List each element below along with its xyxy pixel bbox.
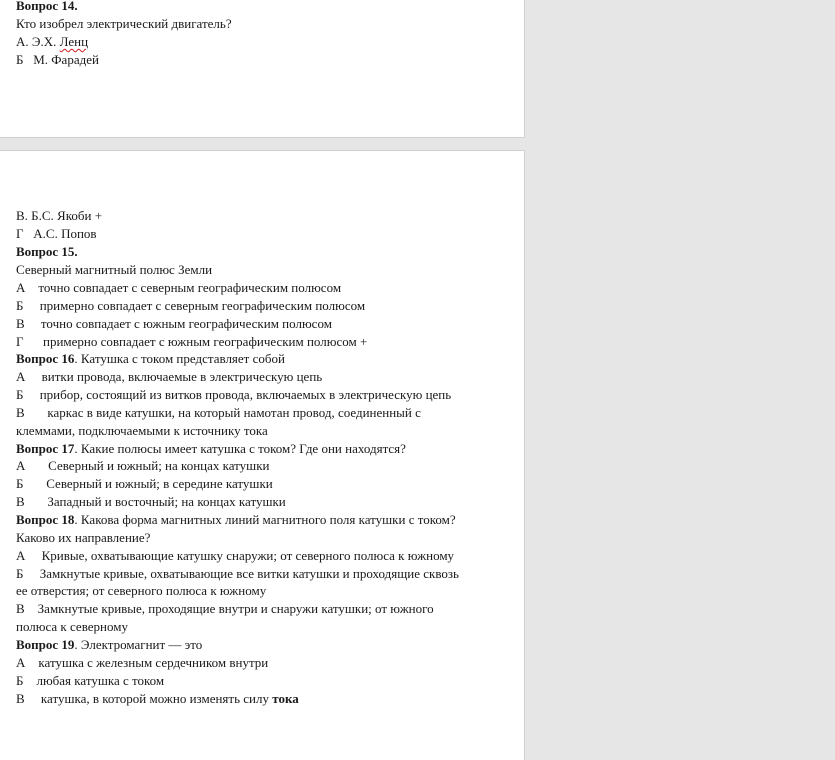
question-18 [16, 511, 456, 529]
answer-19-a: А катушка с железным сердечником внутри [16, 655, 269, 670]
answer-17-a: А Северный и южный; на концах катушки [16, 458, 270, 473]
answer-19-c-prefix: В катушка, в которой можно изменять силу [16, 691, 273, 706]
answer-15-d: Г примерно совпадает с южным географическим полюсом + [16, 334, 368, 349]
answer-18-b-line2: ее отверстия; от северного полюса к южному [16, 583, 267, 598]
answer-14-c: В. Б.С. Якоби + [16, 208, 103, 223]
question-17-text: . Какие полюсы имеет катушка с током? Где они находятся? [74, 441, 406, 456]
answer-14-a [16, 33, 88, 51]
answer-17-c: В Западный и восточный; на концах катушки [16, 494, 286, 509]
question-16-text: . Катушка с током представляет собой [74, 351, 285, 366]
answer-19-c-bold: тока [272, 691, 299, 706]
answer-15-c: В точно совпадает с южным географическим полюсом [16, 316, 332, 331]
question-17-title: Вопрос 17 [16, 441, 75, 456]
answer-18-c-line2: полюса к северному [16, 619, 128, 634]
answer-19-c [16, 690, 299, 708]
question-17 [16, 440, 406, 458]
document-page-1 [0, 0, 525, 138]
answer-16-b: Б прибор, состоящий из витков провода, включаемых в электрическую цепь [16, 387, 452, 402]
document-page-2 [0, 150, 525, 760]
question-14-text: Кто изобрел электрический двигатель? [16, 16, 232, 31]
answer-15-a: А точно совпадает с северным географическим полюсом [16, 280, 342, 295]
question-18-title: Вопрос 18 [16, 512, 75, 527]
answer-18-a: А Кривые, охватывающие катушку снаружи; от северного полюса к южному [16, 548, 455, 563]
question-15-title: Вопрос 15. [16, 244, 78, 259]
answer-14-a-word: Ленц [59, 34, 89, 49]
question-16 [16, 350, 285, 368]
question-19 [16, 636, 202, 654]
answer-15-b: Б примерно совпадает с северным географическим полюсом [16, 298, 366, 313]
answer-16-a: А витки провода, включаемые в электрическую цепь [16, 369, 323, 384]
answer-16-c-line2: клеммами, подключаемыми к источнику тока [16, 423, 268, 438]
answer-18-c-line1: В Замкнутые кривые, проходящие внутри и снаружи катушки; от южного [16, 601, 434, 616]
question-16-title: Вопрос 16 [16, 351, 75, 366]
answer-17-b: Б Северный и южный; в середине катушки [16, 476, 273, 491]
answer-16-c-line1: В каркас в виде катушки, на который намотан провод, соединенный с [16, 405, 421, 420]
answer-14-a-prefix: А. Э.Х. [16, 34, 60, 49]
question-18-text-line1: . Какова форма магнитных линий магнитного поля катушки с током? [74, 512, 456, 527]
question-14-title: Вопрос 14. [16, 0, 78, 13]
question-18-text-line2: Каково их направление? [16, 530, 151, 545]
question-15-text: Северный магнитный полюс Земли [16, 262, 213, 277]
answer-19-b: Б любая катушка с током [16, 673, 165, 688]
answer-14-b: Б М. Фарадей [16, 52, 99, 67]
answer-14-d: Г А.С. Попов [16, 226, 97, 241]
question-19-title: Вопрос 19 [16, 637, 75, 652]
question-19-text: . Электромагнит — это [74, 637, 203, 652]
answer-18-b-line1: Б Замкнутые кривые, охватывающие все витки катушки и проходящие сквозь [16, 566, 459, 581]
